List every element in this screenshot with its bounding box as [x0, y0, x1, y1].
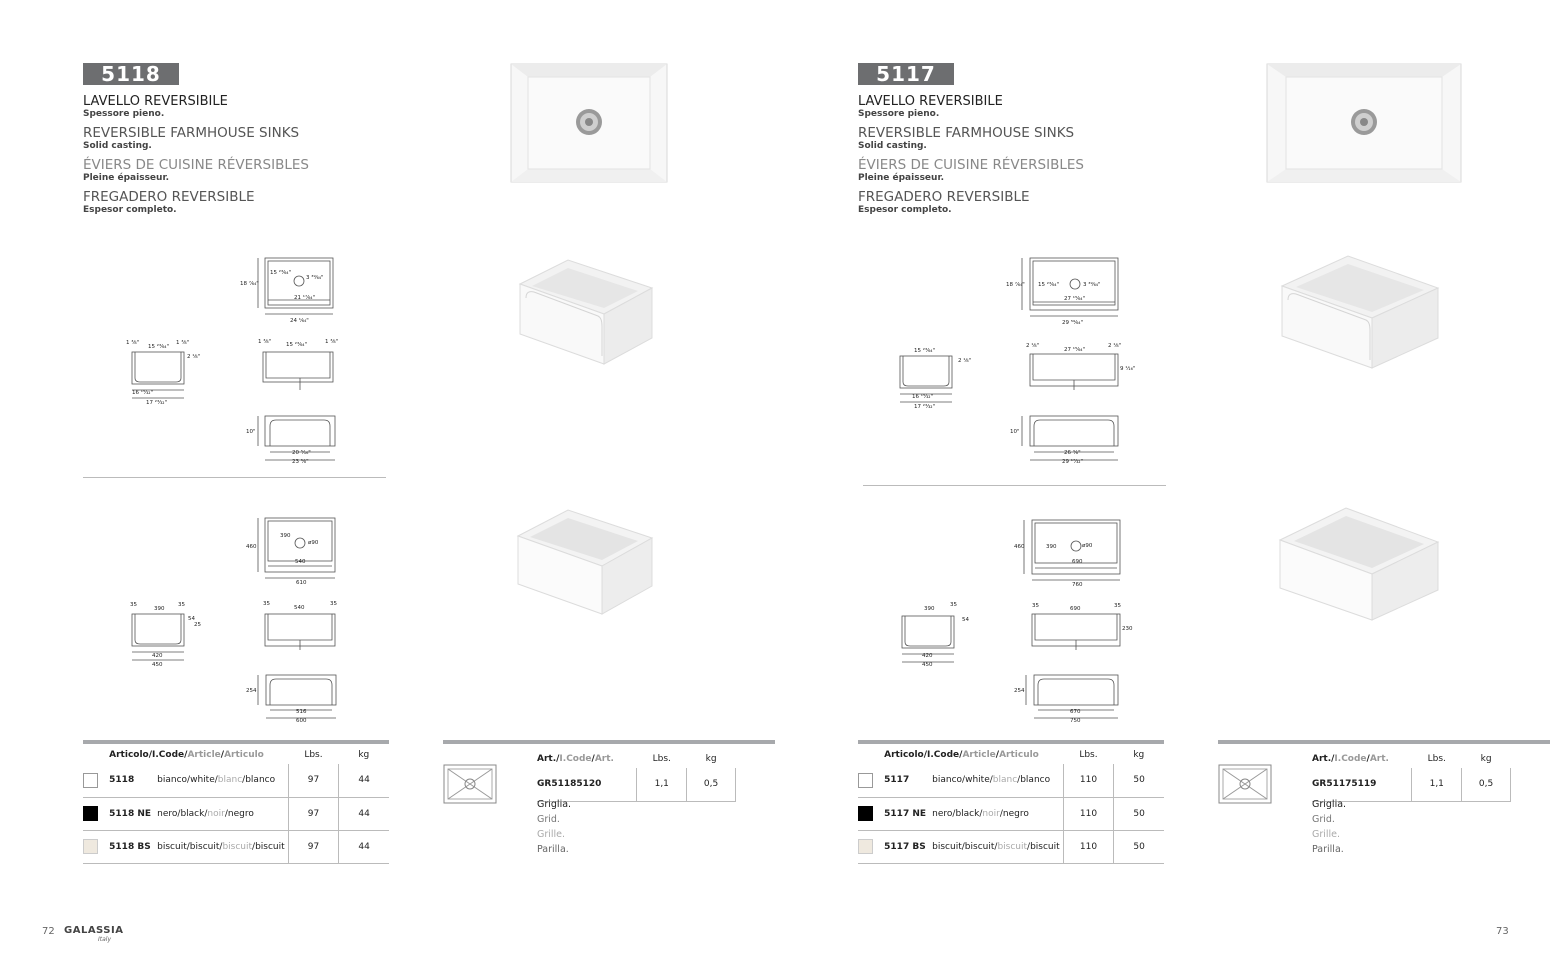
dim-label: 230	[1122, 626, 1133, 632]
dim-label: 450	[152, 662, 163, 668]
dim-label: 27 ¹⁵⁄₆₄"	[1064, 296, 1086, 302]
subtitle-french: Pleine épaisseur.	[858, 173, 945, 183]
dim-label: 254	[1014, 688, 1025, 694]
page-number: 73	[1496, 926, 1509, 937]
title-spanish: FREGADERO REVERSIBLE	[858, 189, 1030, 205]
dim-label: 3 ³⁹⁄₆₄"	[306, 275, 324, 281]
dim-label: 540	[294, 605, 305, 611]
table-header	[537, 748, 736, 768]
sink-plain-photo	[514, 506, 654, 616]
product-titles	[83, 94, 383, 222]
dim-label: 25	[194, 622, 201, 628]
section-divider	[863, 485, 1166, 486]
dim-label: 17 ²³⁄₃₂"	[146, 400, 168, 406]
dim-label: 600	[296, 718, 307, 724]
accessory-top-bar	[443, 740, 775, 744]
accessory-table	[1312, 748, 1511, 802]
dim-label: 10"	[1010, 429, 1020, 435]
drawing-inches	[120, 250, 360, 470]
dim-label: 690	[1070, 606, 1081, 612]
page-number: 72	[42, 926, 55, 937]
dim-label: 18 ⁷⁄₆₄"	[1006, 282, 1025, 288]
dim-label: 35	[178, 602, 185, 608]
table-row[interactable]: 5117 NE nero/black/noir/negro 110 50	[858, 797, 1164, 830]
accessory-table	[537, 748, 736, 802]
dim-label: 35	[130, 602, 137, 608]
dim-label: ø90	[308, 540, 319, 546]
color-swatch-white	[858, 773, 873, 788]
subtitle-french: Pleine épaisseur.	[83, 173, 170, 183]
title-italian: LAVELLO REVERSIBILE	[83, 94, 228, 109]
subtitle-spanish: Espesor completo.	[83, 205, 177, 215]
grid-accessory-image	[443, 764, 497, 804]
column-header-lbs: Lbs.	[652, 754, 671, 764]
brand-logo: GALASSIA	[64, 925, 124, 936]
dim-label: 1 ³⁄₈"	[176, 340, 190, 346]
subtitle-english: Solid casting.	[83, 141, 152, 151]
dim-label: 670	[1070, 709, 1081, 715]
dim-label: 254	[246, 688, 257, 694]
dim-label: 15 ²³⁄₆₄"	[148, 344, 170, 350]
column-header-kg: kg	[358, 750, 370, 760]
dim-label: 2 ¹⁄₈"	[958, 358, 972, 364]
dim-label: 54	[188, 616, 195, 622]
title-italian: LAVELLO REVERSIBILE	[858, 94, 1003, 109]
drawing-millimeters	[120, 510, 360, 730]
sink-plain-photo	[1278, 504, 1440, 622]
title-spanish: FREGADERO REVERSIBLE	[83, 189, 255, 205]
section-divider	[83, 477, 386, 478]
dim-label: 610	[296, 580, 307, 586]
dim-label: 35	[330, 601, 337, 607]
dim-label: 29 ⁵⁹⁄₆₄"	[1062, 320, 1084, 326]
dim-label: 35	[950, 602, 957, 608]
dim-label: 420	[152, 653, 163, 659]
color-swatch-black	[858, 806, 873, 821]
spec-table-wrapper	[858, 740, 1164, 864]
dim-label: ø90	[1082, 543, 1093, 549]
dim-label: 10"	[246, 429, 256, 435]
column-header-lbs: Lbs.	[304, 750, 323, 760]
dim-label: 26 ³⁄₈"	[1064, 450, 1081, 456]
sink-apron-photo	[1278, 252, 1440, 370]
dim-label: 21 ¹⁷⁄₆₄"	[294, 295, 316, 301]
subtitle-spanish: Espesor completo.	[858, 205, 952, 215]
table-row[interactable]: 5117 BS biscuit/biscuit/biscuit/biscuit 110 50	[858, 830, 1164, 863]
table-row[interactable]: 5118 NE nero/black/noir/negro 97 44	[83, 797, 389, 830]
column-header-lbs: Lbs.	[1427, 754, 1446, 764]
accessory-description: Griglia. Grid. Grille. Parilla.	[1312, 799, 1347, 855]
table-header	[1312, 748, 1511, 768]
column-header-article: Art./I.Code/Art.	[537, 754, 614, 764]
dim-label: 460	[1014, 544, 1025, 550]
dim-label: 390	[280, 533, 291, 539]
dim-label: 760	[1072, 582, 1083, 588]
dim-label: 1 ³⁄₈"	[325, 339, 339, 345]
title-english: REVERSIBLE FARMHOUSE SINKS	[858, 125, 1075, 141]
dim-label: 450	[922, 662, 933, 668]
color-swatch-white	[83, 773, 98, 788]
dim-label: 15 ²³⁄₆₄"	[286, 342, 308, 348]
table-header	[858, 744, 1164, 764]
spec-table	[858, 744, 1164, 864]
dim-label: 20 ⁵⁄₁₆"	[292, 450, 311, 456]
sink-top-photo	[510, 63, 668, 183]
dim-label: 35	[1114, 603, 1121, 609]
accessory-top-bar	[1218, 740, 1550, 744]
title-french: ÉVIERS DE CUISINE RÉVERSIBLES	[83, 157, 309, 173]
dim-label: 390	[1046, 544, 1057, 550]
dim-label: 516	[296, 709, 307, 715]
drawing-millimeters	[890, 510, 1150, 730]
column-header-article: Articolo/I.Code/Article/Articulo	[109, 750, 264, 760]
dim-label: 9 ¹⁄₁₆"	[1120, 366, 1136, 372]
dim-label: 1 ³⁄₈"	[258, 339, 272, 345]
dim-label: 15 ²³⁄₆₄"	[914, 348, 936, 354]
dim-label: 29 ¹⁷⁄₃₂"	[1062, 459, 1084, 465]
subtitle-italian: Spessore pieno.	[83, 109, 165, 119]
dim-label: 24 ¹⁄₆₄"	[290, 318, 309, 324]
drawing-inches	[890, 250, 1150, 470]
sink-top-photo	[1266, 63, 1462, 183]
column-header-kg: kg	[705, 754, 717, 764]
title-english: REVERSIBLE FARMHOUSE SINKS	[83, 125, 300, 141]
dim-label: 1 ³⁄₈"	[126, 340, 140, 346]
subtitle-english: Solid casting.	[858, 141, 927, 151]
column-header-article: Art./I.Code/Art.	[1312, 754, 1389, 764]
dim-label: 18 ⁷⁄₆₄"	[240, 281, 259, 287]
dim-label: 16 ¹⁵⁄₃₂"	[912, 394, 934, 400]
dim-label: 17 ²³⁄₃₂"	[914, 404, 936, 410]
table-row[interactable]: GR51175119 1,1 0,5	[1312, 768, 1511, 801]
dim-label: 15 ²³⁄₆₄"	[270, 270, 292, 276]
subtitle-italian: Spessore pieno.	[858, 109, 940, 119]
dim-label: 540	[295, 559, 306, 565]
dim-label: 15 ²³⁄₆₄"	[1038, 282, 1060, 288]
table-row[interactable]: 5118 bianco/white/blanc/blanco 97 44	[83, 764, 389, 797]
dim-label: 3 ³⁹⁄₆₄"	[1083, 282, 1101, 288]
accessory-description: Griglia. Grid. Grille. Parilla.	[537, 799, 572, 855]
table-row[interactable]: GR51185120 1,1 0,5	[537, 768, 736, 801]
product-titles	[858, 94, 1158, 222]
column-header-article: Articolo/I.Code/Article/Articulo	[884, 750, 1039, 760]
table-row[interactable]: 5117 bianco/white/blanc/blanco 110 50	[858, 764, 1164, 797]
color-swatch-biscuit	[83, 839, 98, 854]
dim-label: 420	[922, 653, 933, 659]
spec-table-wrapper	[83, 740, 389, 864]
dim-label: 390	[154, 606, 165, 612]
dim-label: 2 ¹⁄₈"	[1026, 343, 1040, 349]
dim-label: 2 ¹⁄₈"	[1108, 343, 1122, 349]
dim-label: 35	[1032, 603, 1039, 609]
dim-label: 23 ⁵⁄₈"	[292, 459, 309, 465]
dim-label: 54	[962, 617, 969, 623]
grid-accessory-image	[1218, 764, 1272, 804]
color-swatch-black	[83, 806, 98, 821]
dim-label: 35	[263, 601, 270, 607]
dim-label: 16 ¹⁵⁄₃₂"	[132, 390, 154, 396]
spec-table	[83, 744, 389, 864]
dim-label: 750	[1070, 718, 1081, 724]
color-swatch-biscuit	[858, 839, 873, 854]
table-row[interactable]: 5118 BS biscuit/biscuit/biscuit/biscuit 97 44	[83, 830, 389, 863]
model-badge: 5118	[83, 63, 179, 85]
sink-apron-photo	[512, 256, 654, 366]
model-badge: 5117	[858, 63, 954, 85]
dim-label: 27 ¹⁵⁄₆₄"	[1064, 347, 1086, 353]
column-header-lbs: Lbs.	[1079, 750, 1098, 760]
dim-label: 690	[1072, 559, 1083, 565]
column-header-kg: kg	[1480, 754, 1492, 764]
title-french: ÉVIERS DE CUISINE RÉVERSIBLES	[858, 157, 1084, 173]
column-header-kg: kg	[1133, 750, 1145, 760]
table-header	[83, 744, 389, 764]
brand-sub: Italy	[98, 936, 112, 943]
dim-label: 460	[246, 544, 257, 550]
dim-label: 390	[924, 606, 935, 612]
dim-label: 2 ¹⁄₈"	[187, 354, 201, 360]
